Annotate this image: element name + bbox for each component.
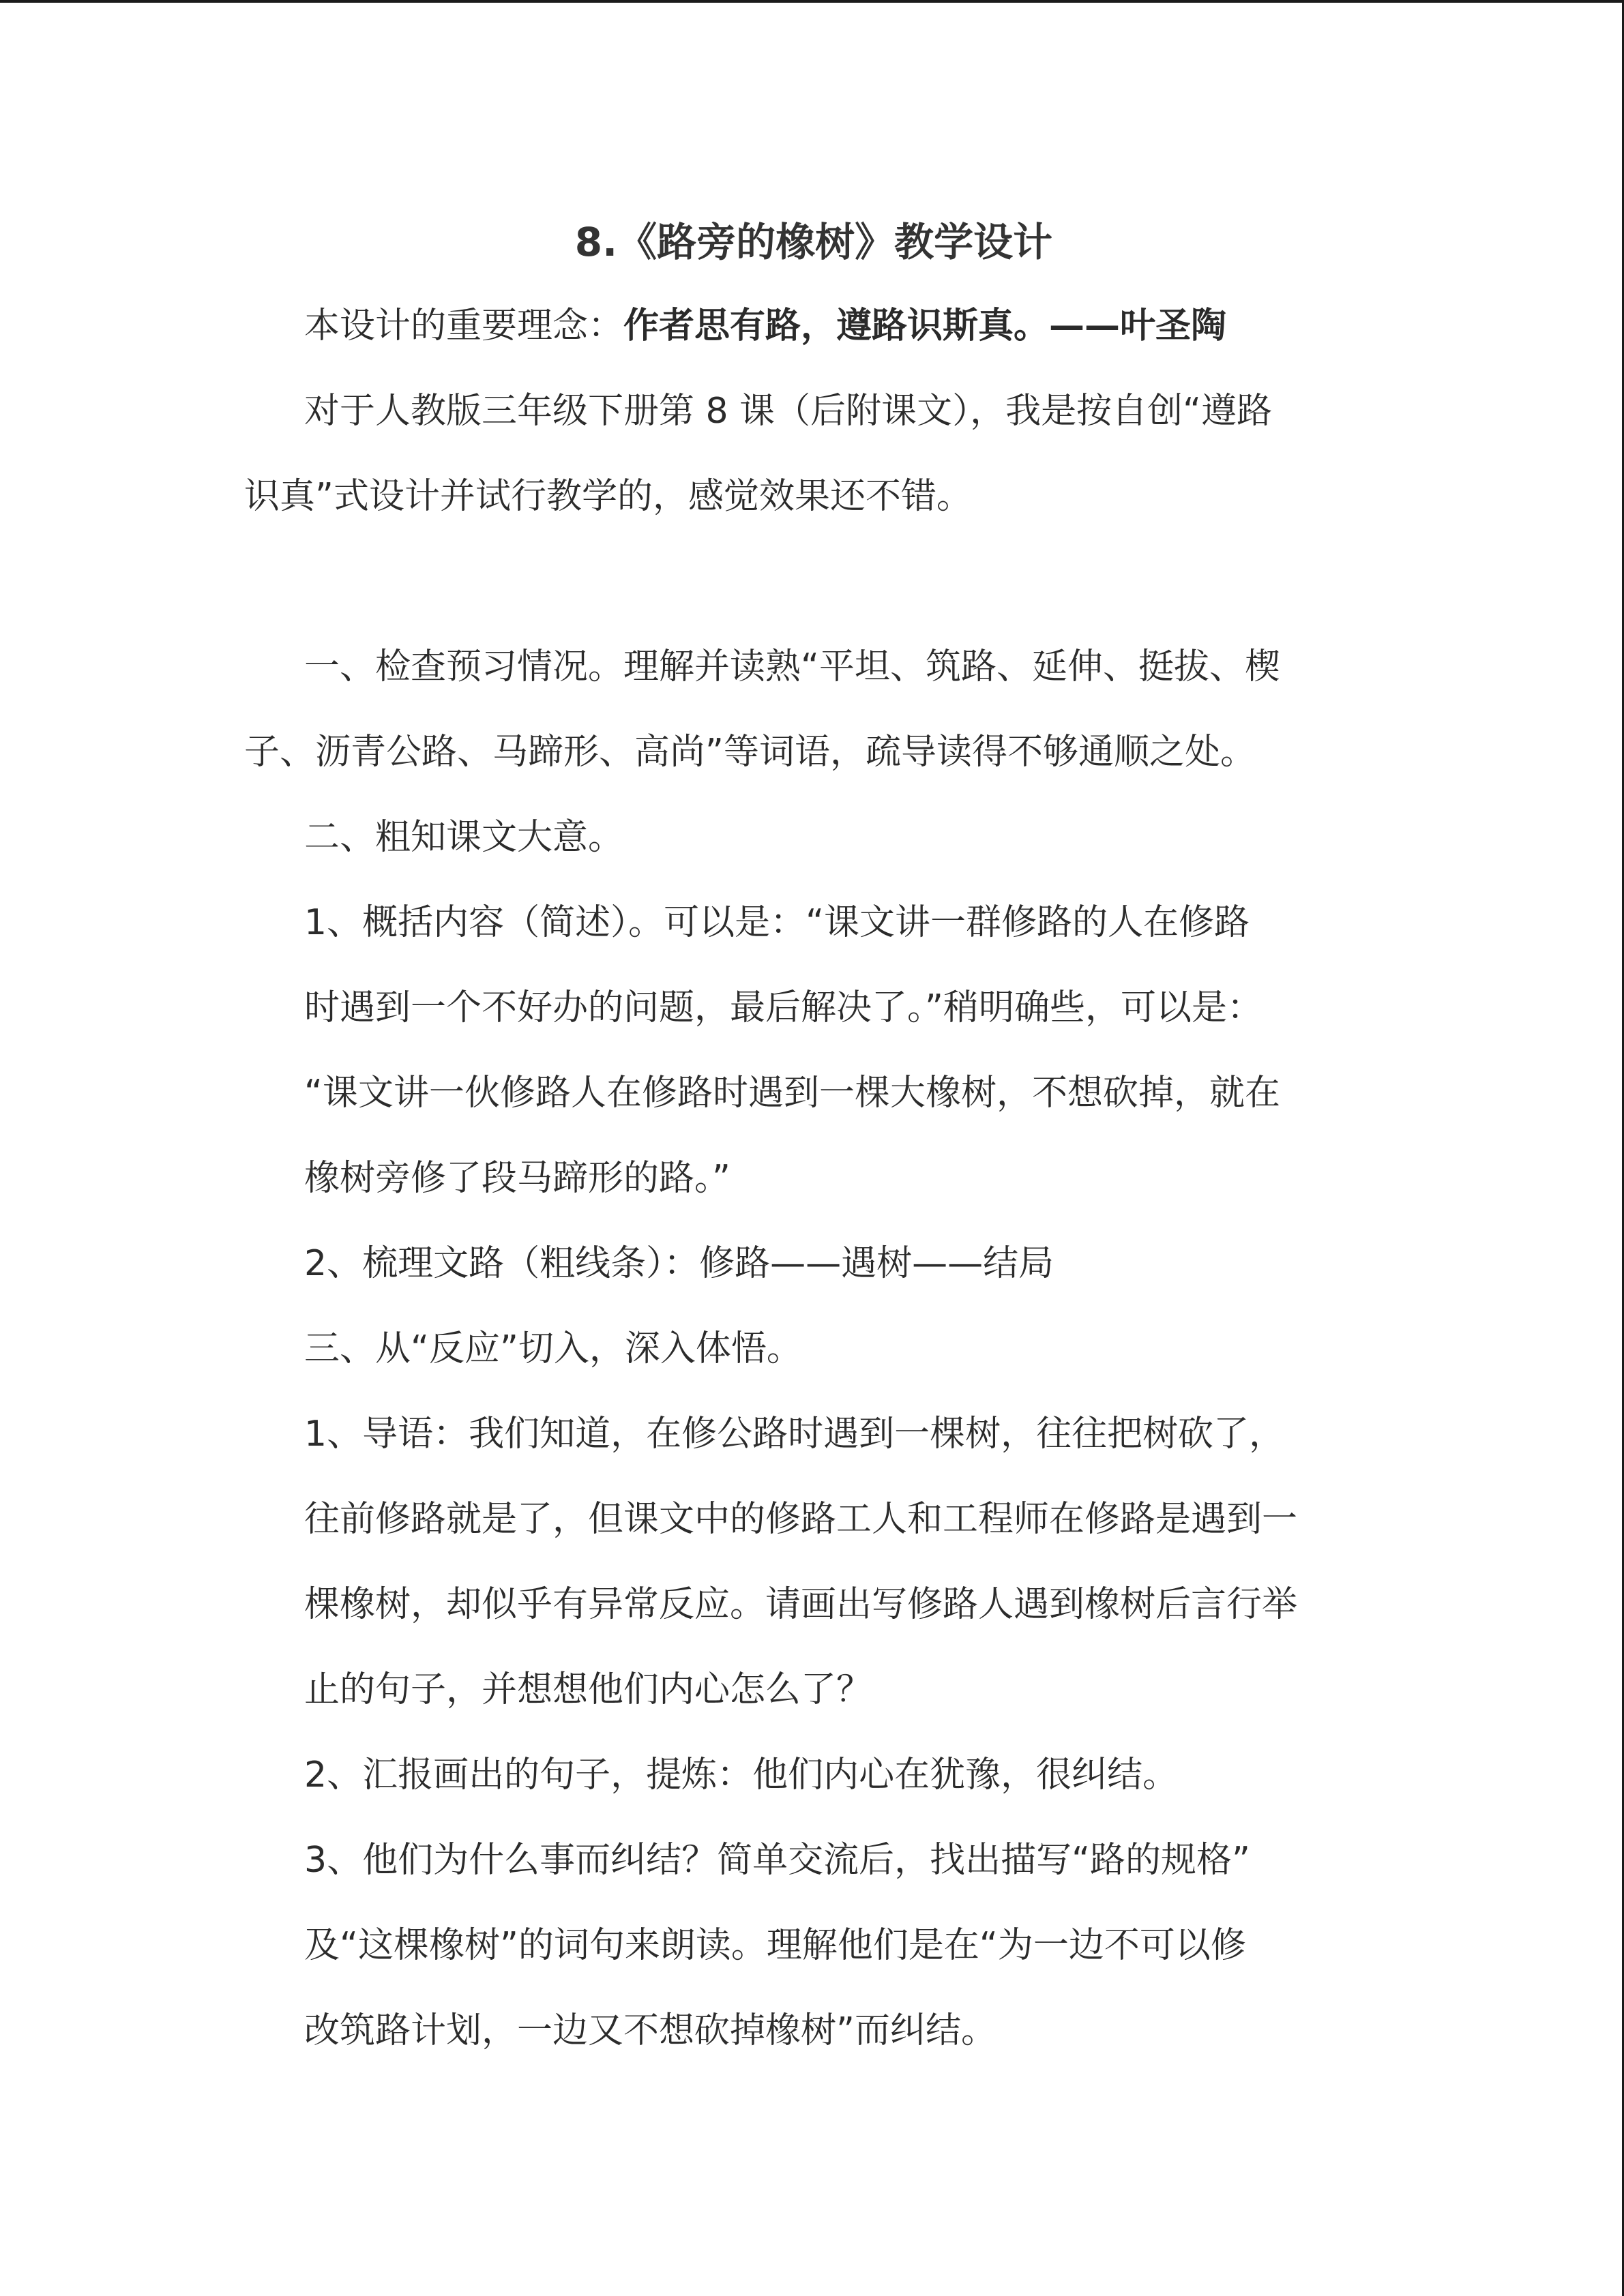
section3-item1-line-3: 棵橡树，却似乎有异常反应。请画出写修路人遇到橡树后言行举 bbox=[304, 1584, 1298, 1625]
intro-line-2: 识真”式设计并试行教学的，感觉效果还不错。 bbox=[244, 476, 972, 517]
section2-heading: 二、粗知课文大意。 bbox=[304, 817, 624, 858]
blank-spacer bbox=[244, 539, 1376, 625]
section3-item2: 2、汇报画出的句子，提炼：他们内心在犹豫，很纠结。 bbox=[304, 1755, 1179, 1795]
section3-heading: 三、从“反应”切入，深入体悟。 bbox=[304, 1328, 802, 1369]
section1-line-1: 一、检查预习情况。理解并读熟“平坦、筑路、延伸、挺拔、楔 bbox=[304, 646, 1280, 687]
section3-item1-line-2: 往前修路就是了，但课文中的修路工人和工程师在修路是遇到一 bbox=[304, 1499, 1298, 1540]
section3-item3-line-3: 改筑路计划，一边又不想砍掉橡树”而纠结。 bbox=[304, 2010, 996, 2051]
design-concept bbox=[244, 284, 1376, 369]
concept-label: 本设计的重要理念： bbox=[304, 305, 624, 346]
section3-item1-line-4: 止的句子，并想想他们内心怎么了？ bbox=[304, 1669, 872, 1710]
page-top-border bbox=[0, 0, 1624, 3]
concept-quote: 作者思有路，遵路识斯真。——叶圣陶 bbox=[623, 305, 1227, 346]
section2-item1-line-1: 1、概括内容（简述）。可以是：“课文讲一群修路的人在修路 bbox=[304, 902, 1250, 943]
intro-line-1: 对于人教版三年级下册第 8 课（后附课文），我是按自创“遵路 bbox=[304, 391, 1273, 432]
section2-item2: 2、梳理文路（粗线条）：修路——遇树——结局 bbox=[304, 1243, 1054, 1284]
section3-item1-line-1: 1、导语：我们知道，在修公路时遇到一棵树，往往把树砍了， bbox=[304, 1414, 1285, 1455]
document-title: 8.《路旁的橡树》教学设计 bbox=[574, 219, 1053, 265]
document-body bbox=[244, 205, 1376, 2074]
section2-item1-line-3: “课文讲一伙修路人在修路时遇到一棵大橡树，不想砍掉，就在 bbox=[304, 1073, 1280, 1114]
section1-line-2: 子、沥青公路、马蹄形、高尚”等词语，疏导读得不够通顺之处。 bbox=[244, 732, 1256, 773]
section2-item1-line-2: 时遇到一个不好办的问题，最后解决了。”稍明确些，可以是： bbox=[304, 987, 1263, 1028]
section3-item3-line-2: 及“这棵橡树”的词句来朗读。理解他们是在“为一边不可以修 bbox=[304, 1925, 1246, 1966]
section2-item1-line-4: 橡树旁修了段马蹄形的路。” bbox=[304, 1158, 730, 1199]
section3-item3-line-1: 3、他们为什么事而纠结？简单交流后，找出描写“路的规格” bbox=[304, 1840, 1250, 1881]
